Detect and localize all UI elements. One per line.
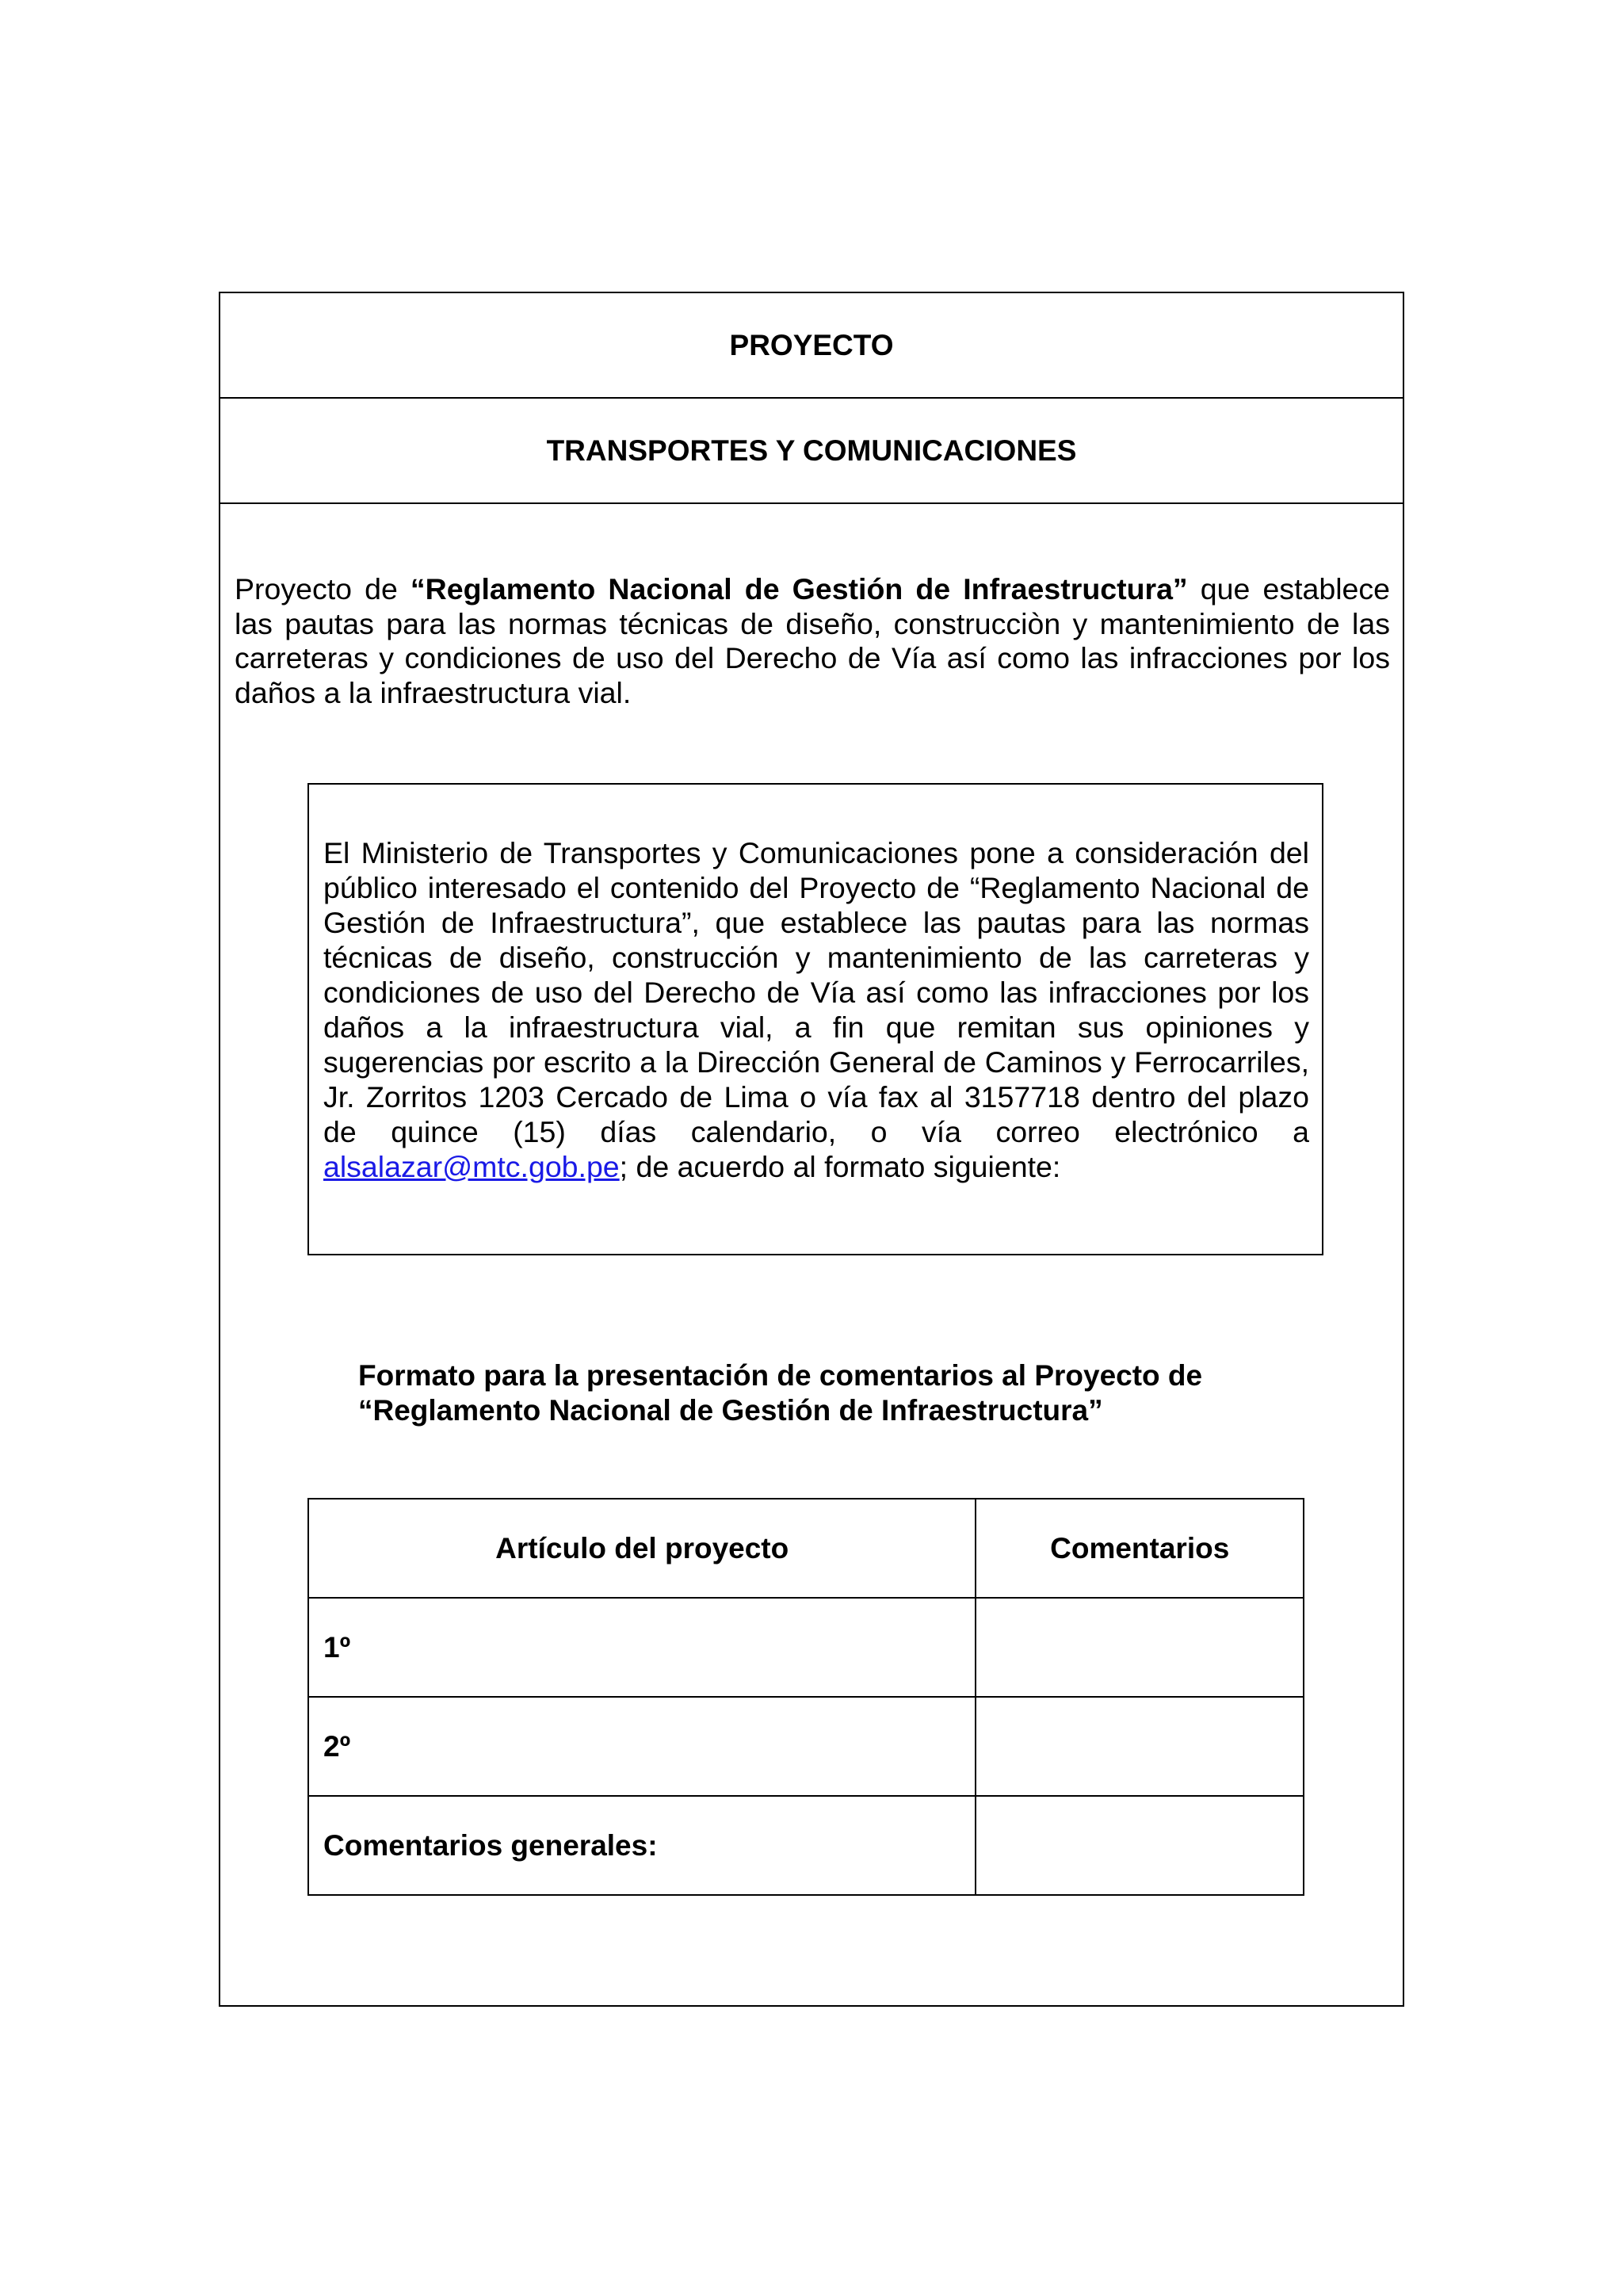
header-title: PROYECTO — [220, 293, 1403, 399]
row-general-comments: Comentarios generales: — [308, 1796, 976, 1895]
intro-bold-title: “Reglamento Nacional de Gestión de Infraestructura” — [410, 572, 1188, 606]
row-article-2: 2º — [308, 1697, 976, 1796]
table-row — [308, 1598, 1304, 1697]
notice-box — [307, 783, 1323, 1255]
notice-text-after: ; de acuerdo al formato siguiente: — [619, 1150, 1061, 1183]
table-row — [308, 1796, 1304, 1895]
row-article-1: 1º — [308, 1598, 976, 1697]
format-title-line1: Formato para la presentación de comentarios al Proyecto de — [358, 1359, 1203, 1392]
table-row — [308, 1697, 1304, 1796]
header-article: Artículo del proyecto — [308, 1499, 976, 1598]
notice-text — [323, 835, 1309, 1184]
intro-suffix: que establece las pautas para las normas técnicas de diseño, construcciòn y mantenimiento de las carreteras y condiciones de uso del Derecho de Vía así como las infracciones por los daños a la infraestructura vial. — [235, 572, 1390, 709]
row-comment-2[interactable] — [976, 1697, 1304, 1796]
header-ministry: TRANSPORTES Y COMUNICACIONES — [220, 399, 1403, 504]
intro-paragraph — [235, 572, 1390, 710]
intro-prefix: Proyecto de — [235, 572, 411, 606]
format-title-line2: “Reglamento Nacional de Gestión de Infraestructura” — [358, 1394, 1103, 1427]
notice-text-before: El Ministerio de Transportes y Comunicaciones pone a consideración del público interesado el contenido del Proyecto de “Reglamento Nacional de Gestión de Infraestructura”, que establece las pautas para las normas técnicas de diseño, construcción y mantenimiento de las carreteras y condiciones de uso del Derecho de Vía así como las infracciones por los daños a la infraestructura vial, a fin que remitan sus opiniones y sugerencias por escrito a la Dirección General de Caminos y Ferrocarriles, Jr. Zorritos 1203 Cercado de Lima o vía fax al 3157718 dentro del plazo de quince (15) días calendario, o vía correo electrónico a — [323, 836, 1309, 1148]
email-link[interactable]: alsalazar@mtc.gob.pe — [323, 1150, 620, 1183]
comments-table — [307, 1498, 1304, 1896]
row-comment-1[interactable] — [976, 1598, 1304, 1697]
row-comment-general[interactable] — [976, 1796, 1304, 1895]
document-frame — [219, 292, 1404, 2007]
header-comments: Comentarios — [976, 1499, 1304, 1598]
table-header-row — [308, 1499, 1304, 1598]
format-title — [358, 1358, 1309, 1428]
